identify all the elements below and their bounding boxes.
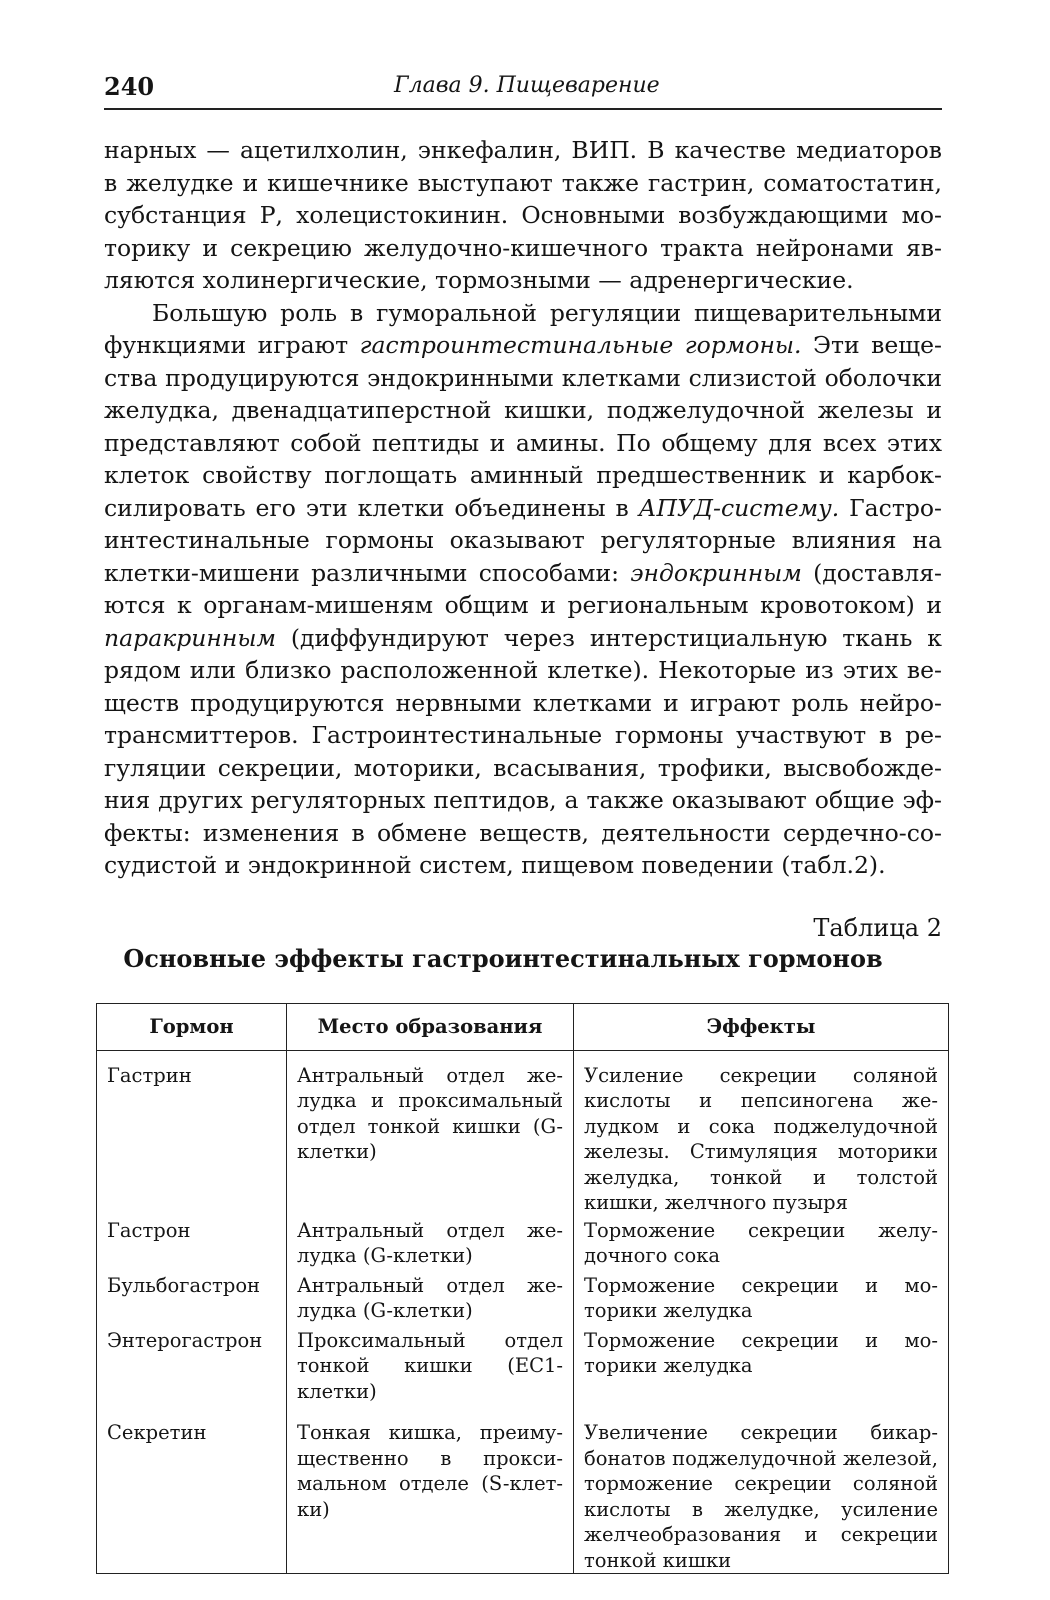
table-title: Основные эффекты гастроинтестинальных гормонов [123,943,883,973]
hormones-table [96,1003,949,1575]
effects-cell: Торможение секреции желудочного сока [574,1216,949,1269]
book-page [104,68,942,1574]
page-number: 240 [104,72,155,101]
paragraph [104,134,942,297]
table-row [97,1050,949,1216]
location-cell: Проксимальный отдел тонкой кишки (EC1-клетки) [287,1324,574,1405]
italic-term: АПУД-систему. [638,493,840,522]
text-run: (доставляются к органам-мишеням общим и региональным кровотоком) и [104,558,942,619]
hormone-cell: Гастрин [97,1050,287,1216]
hormone-cell: Бульбогастрон [97,1269,287,1324]
page-header [104,68,942,110]
effects-cell: Торможение секреции и моторики желудка [574,1324,949,1405]
effects-cell: Усиление секреции соляной кислоты и пепсиногена желудком и сока поджелудочной железы. Стимуляция моторики желудка, тонкой и толстой кишки, желчного пузыря [574,1050,949,1216]
table-row [97,1404,949,1574]
location-cell: Тонкая кишка, преимущественно в проксимальном отделе (S-клетки) [287,1404,574,1574]
location-cell: Антральный отдел желудка (G-клетки) [287,1216,574,1269]
effects-cell: Торможение секреции и моторики желудка [574,1269,949,1324]
table-row [97,1269,949,1324]
location-cell: Антральный отдел желудка и проксимальный отдел тонкой кишки (G-клетки) [287,1050,574,1216]
hormone-cell: Энтерогастрон [97,1324,287,1405]
text-run: Большую роль в гуморальной регуляции пищеварительными функциями играют [104,298,942,359]
hormone-cell: Гастрон [97,1216,287,1269]
header-location: Место образования [287,1003,574,1050]
italic-term: эндокринным [630,558,802,587]
header-hormone: Гормон [97,1003,287,1050]
italic-term: гастроинтестинальные гормоны. [359,331,802,359]
text-run: нарных — ацетилхолин, энкефалин, ВИП. В качестве медиаторов в желудке и кишечнике выступают также гастрин, соматостатин, субстанция Р, холецистокинин. Основными возбуждающими моторику и секрецию желудочно-кишечного тракта нейронами являются холинергические, тормозными — адренергические. [104,136,942,294]
paragraph [104,297,942,882]
table-row [97,1324,949,1405]
table-label: Таблица 2 [813,913,942,942]
text-run: (диффундируют через интерстициальную ткань к рядом или близко расположенной клетке). Некоторые из этих веществ продуцируются нервными клетками и играют роль нейротрансмиттеров. Гастроинтестинальные гормоны участвуют в регуляции секреции, моторики, всасывания, трофики, высвобождения других регуляторных пептидов, а также оказывают общие эффекты: изменения в обмене веществ, деятельности сердечно-сосудистой и эндокринной систем, пищевом поведении (табл.2). [104,623,942,879]
table-row [97,1216,949,1269]
hormone-cell: Секретин [97,1404,287,1574]
body-text [104,134,942,882]
text-run: Гастроинтестинальные гормоны оказывают регуляторные влияния на клетки-мишени различными способами: [104,493,942,587]
location-cell: Антральный отдел желудка (G-клетки) [287,1269,574,1324]
effects-cell: Увеличение секреции бикарбонатов поджелудочной железой, торможение секреции соляной кислоты в желудке, усиление желчеобразования и секреции тонкой кишки [574,1404,949,1574]
header-effects: Эффекты [574,1003,949,1050]
text-run: Эти вещества продуцируются эндокринными клетками слизистой оболочки желудка, двенадцатиперстной кишки, поджелудочной железы и представляют собой пептиды и амины. По общему для всех этих клеток свойству поглощать аминный предшественник и карбоксилировать его эти клетки объединены в [104,331,942,522]
chapter-title: Глава 9. Пищеварение [394,73,660,98]
italic-term: паракринным [104,623,276,652]
table-header-row [97,1003,949,1050]
